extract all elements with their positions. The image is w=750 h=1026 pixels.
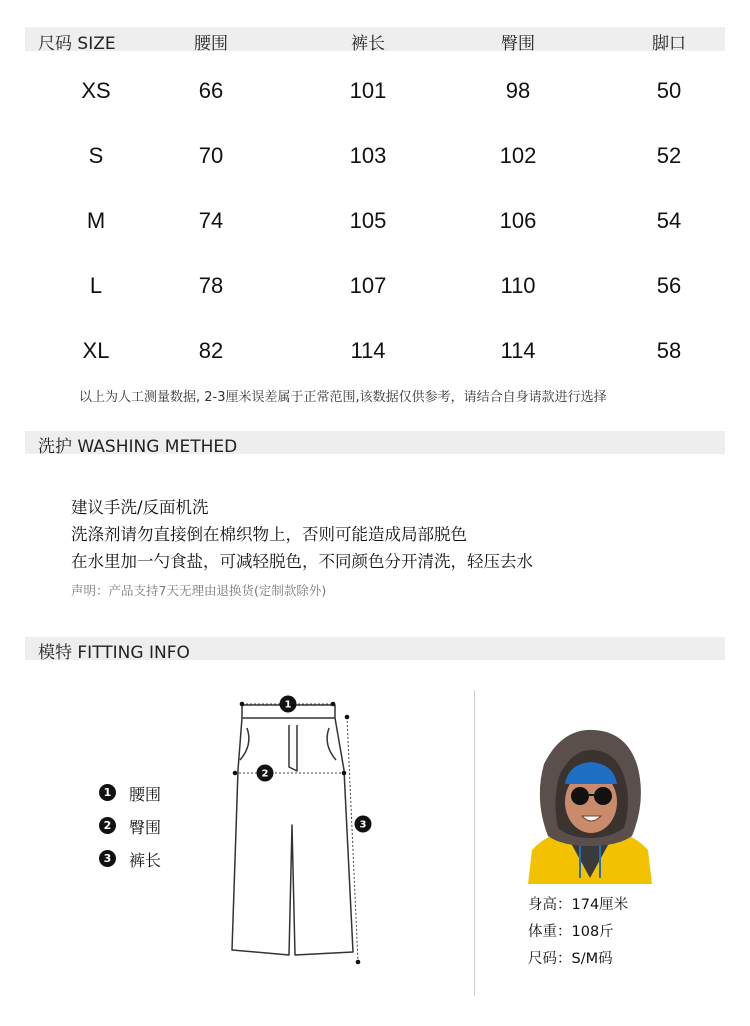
hem-cell: 50	[656, 78, 682, 103]
legend-label: 臀围	[129, 818, 162, 837]
diagram-marker-2: 2	[261, 768, 269, 780]
waist-cell: 74	[198, 208, 224, 233]
washing-instruction: 建议手洗/反面机洗	[71, 498, 209, 517]
legend-label: 腰围	[129, 785, 162, 804]
length-cell: 101	[349, 78, 387, 103]
washing-instruction: 在水里加一勺食盐，可减轻脱色，不同颜色分开清洗，轻压去水	[71, 552, 533, 571]
number-1-icon: 1	[99, 784, 116, 801]
hem-cell: 52	[656, 143, 682, 168]
hem-cell: 58	[656, 338, 682, 363]
length-column-header: 裤长	[351, 34, 385, 54]
size-table-header	[25, 27, 725, 54]
fitting-section-header	[25, 637, 725, 663]
table-row	[0, 338, 750, 378]
length-cell: 103	[349, 143, 387, 168]
model-weight: 体重：108斤	[528, 924, 614, 940]
table-row	[0, 143, 750, 183]
table-row	[0, 208, 750, 248]
diagram-marker-3: 3	[359, 819, 367, 831]
measurement-note: 以上为人工测量数据, 2-3厘米误差属于正常范围,该数据仅供参考，请结合自身请款进行选择	[79, 390, 607, 405]
return-policy-disclaimer: 声明：产品支持7天无理由退换货(定制款除外)	[71, 583, 327, 598]
hip-cell: 102	[499, 143, 537, 168]
table-row	[0, 273, 750, 313]
size-cell: XS	[81, 78, 111, 103]
hip-cell: 98	[505, 78, 531, 103]
washing-section-title: 洗护 WASHING METHED	[38, 437, 238, 457]
hip-column-header: 臀围	[501, 34, 535, 54]
size-cell: L	[89, 273, 103, 298]
length-cell: 107	[349, 273, 387, 298]
section-divider	[474, 690, 475, 996]
length-cell: 105	[349, 208, 387, 233]
fitting-section-title: 模特 FITTING INFO	[38, 643, 190, 663]
hem-column-header: 脚口	[652, 34, 686, 54]
size-cell: S	[88, 143, 104, 168]
legend-label: 裤长	[129, 851, 162, 870]
waist-cell: 82	[198, 338, 224, 363]
waist-cell: 66	[198, 78, 224, 103]
length-cell: 114	[350, 338, 386, 363]
hem-cell: 56	[656, 273, 682, 298]
model-size: 尺码：S/M码	[528, 951, 613, 967]
hip-cell: 106	[499, 208, 537, 233]
hip-cell: 110	[500, 273, 536, 298]
washing-instruction: 洗涤剂请勿直接倒在棉织物上，否则可能造成局部脱色	[71, 525, 467, 544]
pants-measurement-diagram	[225, 690, 375, 970]
hem-cell: 54	[656, 208, 682, 233]
waist-cell: 70	[198, 143, 224, 168]
waist-column-header: 腰围	[194, 34, 228, 54]
size-cell: XL	[82, 338, 110, 363]
diagram-marker-1: 1	[284, 699, 292, 711]
size-column-header: 尺码 SIZE	[38, 34, 116, 54]
hip-cell: 114	[500, 338, 536, 363]
model-avatar	[528, 728, 652, 884]
waist-cell: 78	[198, 273, 224, 298]
model-height: 身高：174厘米	[528, 897, 629, 913]
washing-section-header	[25, 431, 725, 457]
number-3-icon: 3	[99, 850, 116, 867]
number-2-icon: 2	[99, 817, 116, 834]
table-row	[0, 78, 750, 118]
size-cell: M	[86, 208, 106, 233]
